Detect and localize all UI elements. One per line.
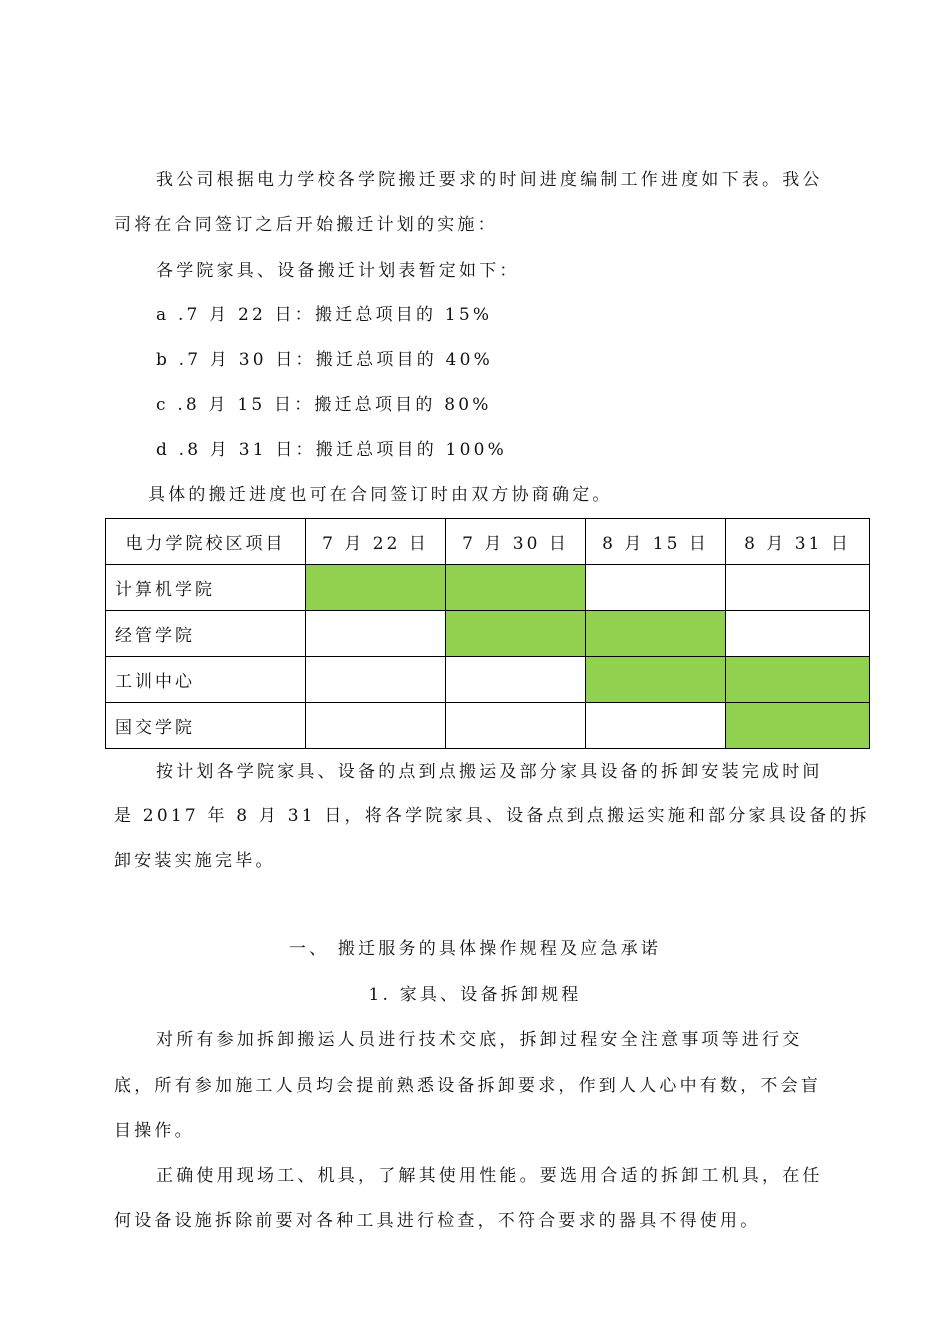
schedule-cell [586,611,726,657]
subsection-heading: 1. 家具、设备拆卸规程 [368,985,582,1005]
table-row [106,611,870,657]
schedule-cell [726,703,870,749]
schedule-cell [726,611,870,657]
plan-intro: 各学院家具、设备搬迁计划表暂定如下： [156,261,520,281]
body-p1-line-1: 对所有参加拆卸搬运人员进行技术交底，拆卸过程安全注意事项等进行交 [156,1030,803,1050]
header-campus-project: 电力学院校区项目 [106,519,306,565]
row-label: 国交学院 [106,703,306,749]
body-p2-line-2: 何设备设施拆除前要对各种工具进行检查，不符合要求的器具不得使用。 [114,1211,761,1231]
schedule-cell [446,703,586,749]
header-date-4: 8 月 31 日 [726,519,870,565]
schedule-cell [306,703,446,749]
milestone-b: b .7 月 30 日：搬迁总项目的 40% [156,350,493,370]
schedule-cell [446,611,586,657]
header-date-2: 7 月 30 日 [446,519,586,565]
completion-line-3: 卸安装实施完毕。 [114,851,276,871]
completion-line-1: 按计划各学院家具、设备的点到点搬运及部分家具设备的拆卸安装完成时间 [156,762,823,782]
schedule-cell [586,703,726,749]
table-row [106,703,870,749]
body-p1-line-3: 目操作。 [114,1121,195,1141]
milestone-d: d .8 月 31 日：搬迁总项目的 100% [156,440,507,460]
schedule-cell [586,565,726,611]
schedule-cell [586,657,726,703]
row-label: 经管学院 [106,611,306,657]
header-date-3: 8 月 15 日 [586,519,726,565]
section-heading: 一、 搬迁服务的具体操作规程及应急承诺 [288,939,662,959]
schedule-cell [306,657,446,703]
schedule-cell [446,565,586,611]
schedule-cell [446,657,586,703]
milestone-c: c .8 月 15 日：搬迁总项目的 80% [156,395,492,415]
schedule-cell [726,657,870,703]
row-label: 工训中心 [106,657,306,703]
intro-line-2: 司将在合同签订之后开始搬迁计划的实施： [114,215,498,235]
table-header-row [106,519,870,565]
header-date-1: 7 月 22 日 [306,519,446,565]
schedule-cell [306,565,446,611]
row-label: 计算机学院 [106,565,306,611]
schedule-cell [306,611,446,657]
milestone-a: a .7 月 22 日：搬迁总项目的 15% [156,305,493,325]
table-row [106,565,870,611]
schedule-cell [726,565,870,611]
negotiation-note: 具体的搬迁进度也可在合同签订时由双方协商确定。 [148,485,613,505]
body-p2-line-1: 正确使用现场工、机具，了解其使用性能。要选用合适的拆卸工机具，在任 [156,1166,823,1186]
table-row [106,657,870,703]
completion-line-2: 是 2017 年 8 月 31 日，将各学院家具、设备点到点搬运实施和部分家具设备的拆 [114,806,870,826]
intro-line-1: 我公司根据电力学校各学院搬迁要求的时间进度编制工作进度如下表。我公 [156,170,823,190]
relocation-schedule-table [105,518,870,749]
body-p1-line-2: 底，所有参加施工人员均会提前熟悉设备拆卸要求，作到人人心中有数，不会盲 [114,1076,821,1096]
